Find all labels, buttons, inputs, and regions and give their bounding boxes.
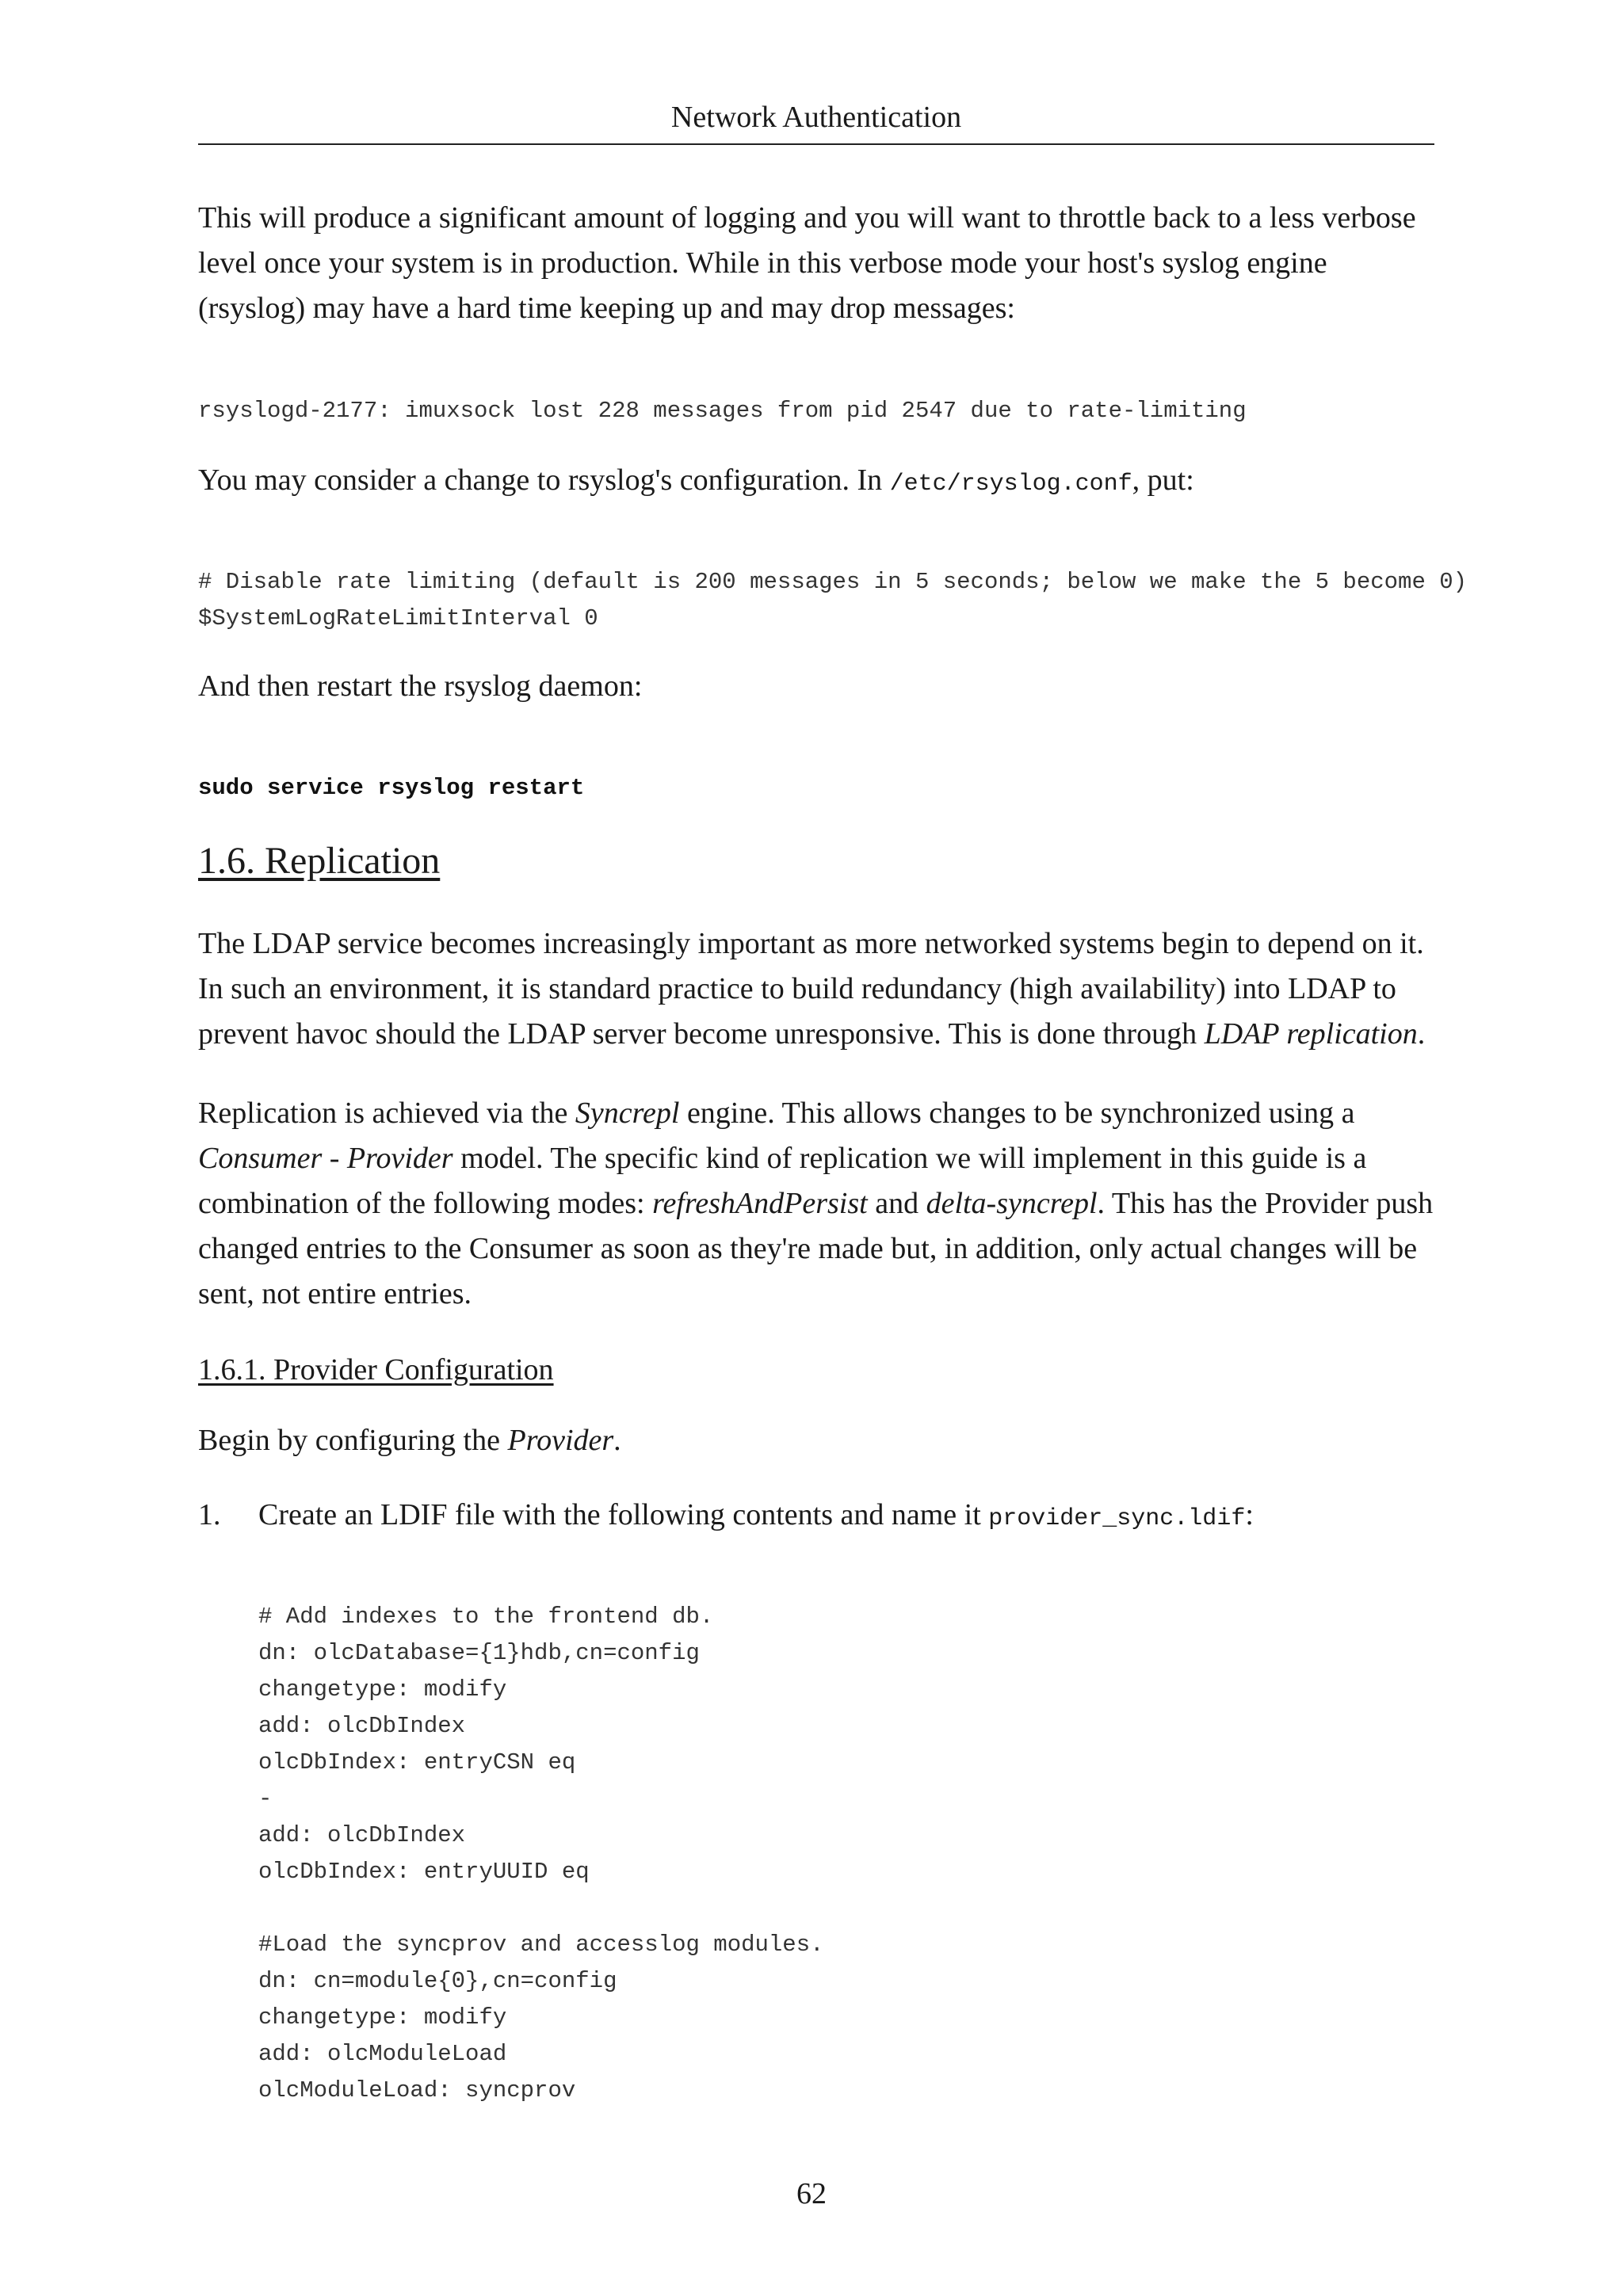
emphasis-delta-syncrepl: delta-syncrepl — [926, 1187, 1098, 1220]
inline-code-path: /etc/rsyslog.conf — [889, 471, 1132, 498]
paragraph-restart: And then restart the rsyslog daemon: — [198, 669, 643, 703]
paragraph-syncrepl — [198, 1091, 1434, 1317]
emphasis-syncrepl: Syncrepl — [575, 1097, 680, 1130]
code-provider-sync-ldif — [258, 1599, 824, 2109]
code-rate-limit — [198, 564, 1467, 637]
code-line: olcDbIndex: entryUUID eq — [258, 1859, 590, 1885]
list-number: 1. — [198, 1498, 221, 1531]
code-line: # Disable rate limiting (default is 200 messages in 5 seconds; below we make the 5 become 0) — [198, 569, 1468, 595]
code-line: add: olcDbIndex — [258, 1822, 466, 1848]
paragraph-ldap-service — [198, 921, 1434, 1057]
code-line: - — [258, 1786, 273, 1812]
section-heading-replication: 1.6. Replication — [198, 840, 441, 882]
text-segment: engine. This allows changes to be synchronized using a — [679, 1097, 1355, 1130]
emphasis-refresh-and-persist: refreshAndPersist — [652, 1187, 868, 1220]
paragraph-logging: This will produce a significant amount of logging and you will want to throttle back to a less verbose level once your system is in production. While in this verbose mode your host's syslog engine (rsyslog) may have a hard time keeping up and may drop messages: — [198, 201, 1416, 325]
inline-code-filename: provider_sync.ldif — [988, 1505, 1246, 1532]
code-line: # Add indexes to the frontend db. — [258, 1604, 714, 1630]
code-line: dn: olcDatabase={1}hdb,cn=config — [258, 1640, 700, 1666]
header-rule — [198, 143, 1434, 145]
text-segment: . — [1417, 1017, 1426, 1051]
code-line: #Load the syncprov and accesslog modules. — [258, 1932, 824, 1958]
emphasis-provider: Provider — [346, 1142, 453, 1175]
emphasis-consumer: Consumer — [198, 1142, 323, 1175]
text-segment: You may consider a change to rsyslog's configuration. In — [198, 463, 890, 497]
list-text — [258, 1493, 1254, 1542]
code-line: olcDbIndex: entryCSN eq — [258, 1749, 576, 1775]
emphasis-provider: Provider — [507, 1424, 614, 1457]
running-header: Network Authentication — [670, 101, 962, 134]
paragraph-config-change — [198, 458, 1434, 507]
code-line: add: olcDbIndex — [258, 1713, 466, 1739]
text-segment: . This has the Provider push changed entries to the Consumer as soon as they're made but, in addition, only actual changes will be sent, not entire entries. — [198, 1187, 1434, 1310]
text-segment: : — [1245, 1498, 1254, 1531]
code-line: changetype: modify — [258, 1676, 507, 1703]
code-line: olcModuleLoad: syncprov — [258, 2077, 576, 2103]
code-line: add: olcModuleLoad — [258, 2041, 507, 2067]
code-line: $SystemLogRateLimitInterval 0 — [198, 605, 598, 631]
text-segment: Create an LDIF file with the following contents and name it — [258, 1498, 989, 1531]
code-line: dn: cn=module{0},cn=config — [258, 1968, 617, 1994]
text-segment: , put: — [1132, 463, 1194, 497]
text-segment: and — [867, 1187, 926, 1220]
text-segment: The LDAP service becomes increasingly important as more networked systems begin to depend on it. In such an environment, it is standard practice to build redundancy (high availability) into LDAP to prevent havoc should the LDAP server become unresponsive. This is done through — [198, 927, 1424, 1051]
text-segment: . — [613, 1424, 621, 1457]
code-restart-command: sudo service rsyslog restart — [198, 775, 585, 801]
text-segment: - — [322, 1142, 347, 1175]
text-segment: model. The specific kind of replication we will implement in this guide is a combination of the following modes: — [198, 1142, 1367, 1220]
text-segment: Begin by configuring the — [198, 1424, 508, 1457]
paragraph-begin-provider — [198, 1418, 1434, 1463]
code-rsyslog-message: rsyslogd-2177: imuxsock lost 228 messages from pid 2547 due to rate-limiting — [198, 398, 1247, 424]
subsection-heading-provider-config: 1.6.1. Provider Configuration — [198, 1353, 554, 1386]
code-line: changetype: modify — [258, 2004, 507, 2031]
page-number: 62 — [796, 2177, 827, 2210]
emphasis-ldap-replication: LDAP replication — [1204, 1017, 1418, 1051]
text-segment: Replication is achieved via the — [198, 1097, 575, 1130]
